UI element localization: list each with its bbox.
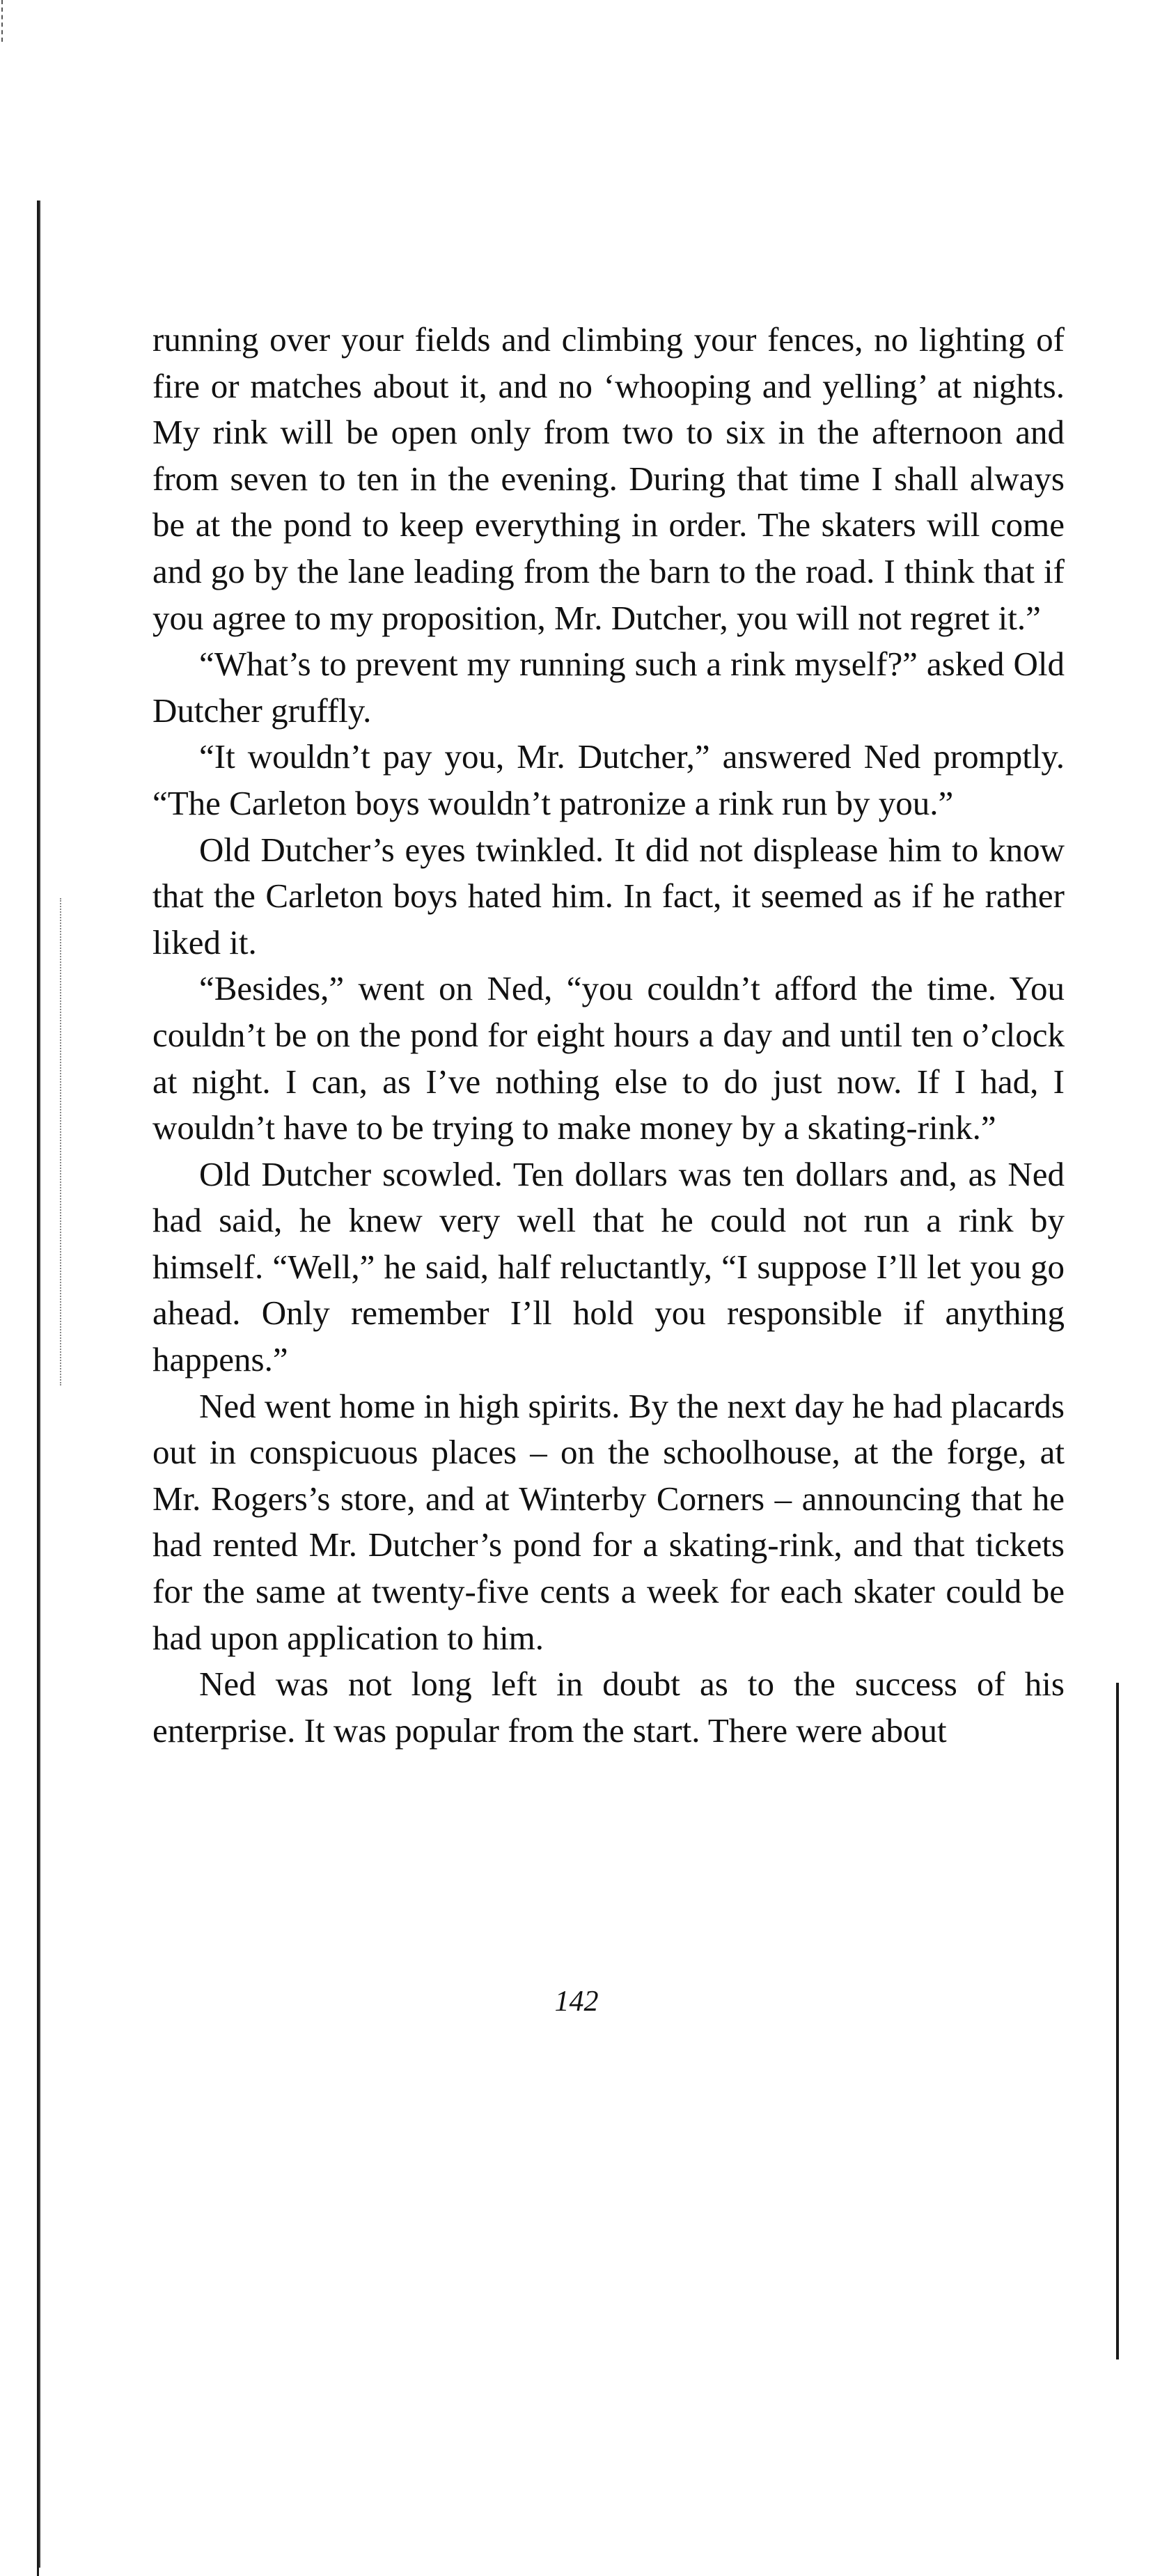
paragraph: “What’s to prevent my running such a rink myself?” asked Old Dutcher gruffly.	[152, 645, 1065, 730]
body-text	[152, 317, 1065, 1754]
page-number: 142	[554, 1986, 599, 2018]
paragraph: Old Dutcher’s eyes twinkled. It did not displease him to know that the Carleton boys hated him. In fact, it seemed as if he rather liked it.	[152, 830, 1065, 961]
right-edge-line	[1116, 1683, 1119, 2359]
margin-artifact	[60, 898, 63, 1385]
paragraph: Ned went home in high spirits. By the next day he had placards out in conspicuous places – on the schoolhouse, at the forge, at Mr. Rogers’s store, and at Winterby Corners – announcing that he had rented Mr. Dutcher’s pond for a skating-rink, and that tickets for the same at twenty-five cents a week for each skater could be had upon application to him.	[152, 1386, 1065, 1657]
paragraph: “Besides,” went on Ned, “you couldn’t afford the time. You couldn’t be on the pond for eight hours a day and until ten o’clock at night. I can, as I’ve nothing else to do just now. If I had, I wouldn’t have to be trying to make money by a skating-rink.”	[152, 969, 1065, 1147]
paragraph: “It wouldn’t pay you, Mr. Dutcher,” answered Ned promptly. “The Carleton boys wouldn’t patronize a rink run by you.”	[152, 737, 1065, 822]
scan-edge-artifact	[1, 0, 4, 42]
paragraph-continued: running over your fields and climbing your fences, no lighting of fire or matches about it, and no ‘whooping and yelling’ at nights. My rink will be open only from two to six in the afternoon and from seven to ten in the evening. During that time I shall always be at the pond to keep everything in order. The skaters will come and go by the lane leading from the barn to the road. I think that if you agree to my proposition, Mr. Dutcher, you will not regret it.”	[152, 320, 1065, 637]
binding-edge-shadow	[39, 201, 40, 2568]
paragraph: Old Dutcher scowled. Ten dollars was ten dollars and, as Ned had said, he knew very well that he could not run a rink by himself. “Well,” he said, half reluctantly, “I suppose I’ll let you go ahead. Only remember I’ll hold you responsible if anything happens.”	[152, 1154, 1065, 1379]
paragraph: Ned was not long left in doubt as to the success of his enterprise. It was popular from the start. There were about	[152, 1665, 1065, 1750]
